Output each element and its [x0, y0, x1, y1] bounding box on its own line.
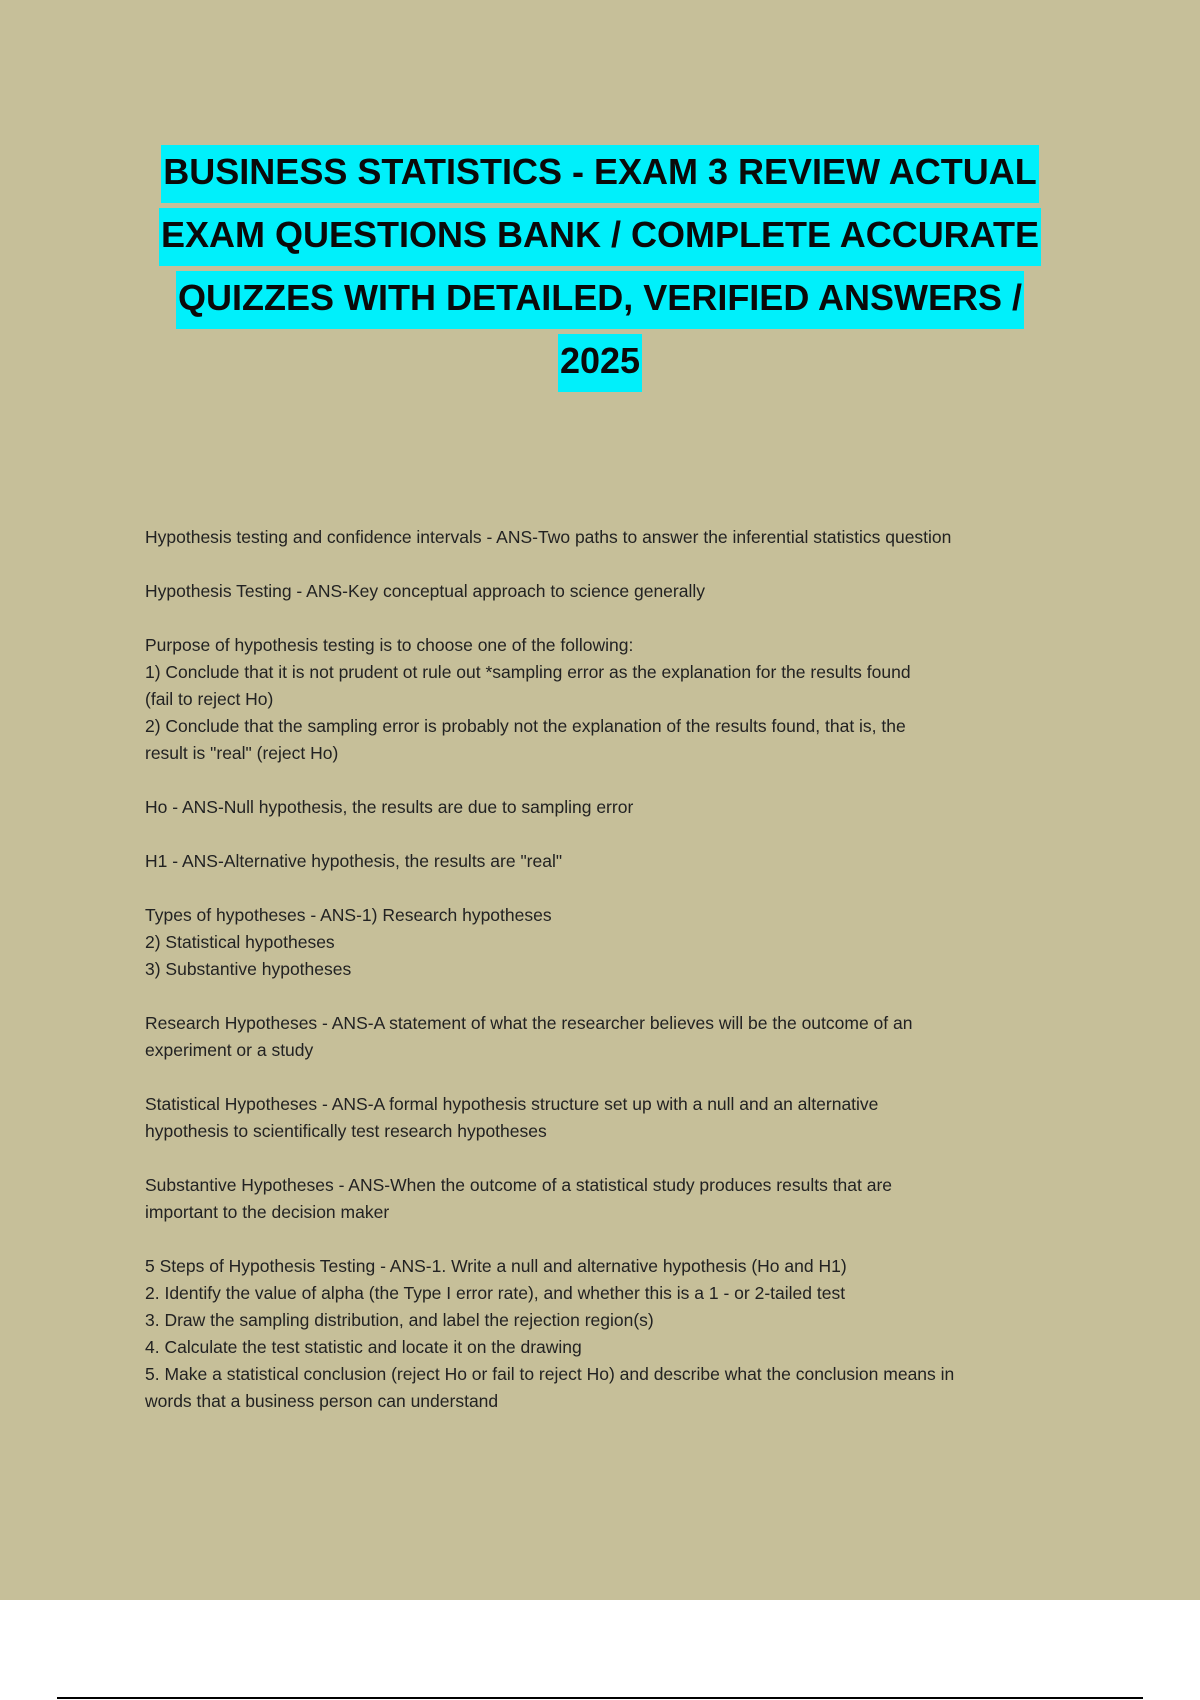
title-line: EXAM QUESTIONS BANK / COMPLETE ACCURATE	[159, 208, 1041, 266]
qa-line: 1) Conclude that it is not prudent ot rule out *sampling error as the explanation for the results found	[145, 662, 911, 682]
qa-line: hypothesis to scientifically test research hypotheses	[145, 1121, 547, 1141]
qa-entry	[145, 1172, 1095, 1226]
qa-line: Research Hypotheses - ANS-A statement of what the researcher believes will be the outcome of an	[145, 1013, 913, 1033]
qa-line: Ho - ANS-Null hypothesis, the results are due to sampling error	[145, 797, 634, 817]
title-line: BUSINESS STATISTICS - EXAM 3 REVIEW ACTUAL	[161, 145, 1038, 203]
qa-line: 2. Identify the value of alpha (the Type I error rate), and whether this is a 1 - or 2-tailed test	[145, 1283, 846, 1303]
qa-entry	[145, 794, 1095, 821]
qa-line: 2) Conclude that the sampling error is probably not the explanation of the results found, that is, the	[145, 716, 906, 736]
qa-line: (fail to reject Ho)	[145, 689, 274, 709]
qa-entry	[145, 902, 1095, 983]
qa-line: Substantive Hypotheses - ANS-When the outcome of a statistical study produces results that are	[145, 1175, 893, 1195]
qa-entry	[145, 1091, 1095, 1145]
qa-line: 4. Calculate the test statistic and locate it on the drawing	[145, 1337, 582, 1357]
qa-entry	[145, 632, 1095, 767]
qa-line: Hypothesis Testing - ANS-Key conceptual approach to science generally	[145, 581, 705, 601]
qa-line: 2) Statistical hypotheses	[145, 932, 335, 952]
title-line: QUIZZES WITH DETAILED, VERIFIED ANSWERS /	[176, 271, 1024, 329]
qa-line: 3) Substantive hypotheses	[145, 959, 352, 979]
qa-line: Statistical Hypotheses - ANS-A formal hypothesis structure set up with a null and an alternative	[145, 1094, 879, 1114]
qa-entry	[145, 1010, 1095, 1064]
qa-line: Hypothesis testing and confidence intervals - ANS-Two paths to answer the inferential statistics question	[145, 527, 952, 547]
qa-line: Types of hypotheses - ANS-1) Research hypotheses	[145, 905, 552, 925]
qa-line: H1 - ANS-Alternative hypothesis, the results are "real"	[145, 851, 563, 871]
qa-line: words that a business person can understand	[145, 1391, 499, 1411]
qa-line: important to the decision maker	[145, 1202, 390, 1222]
qa-entry	[145, 1253, 1095, 1415]
qa-entry	[145, 848, 1095, 875]
qa-entry	[145, 578, 1095, 605]
qa-line: 5. Make a statistical conclusion (reject Ho or fail to reject Ho) and describe what the conclusion means in	[145, 1364, 955, 1384]
qa-entry	[145, 524, 1095, 551]
qa-list	[145, 524, 1095, 1442]
document-title	[0, 145, 1200, 397]
qa-line: result is "real" (reject Ho)	[145, 743, 339, 763]
title-line: 2025	[558, 334, 642, 392]
qa-line: Purpose of hypothesis testing is to choose one of the following:	[145, 635, 634, 655]
qa-line: experiment or a study	[145, 1040, 314, 1060]
qa-line: 3. Draw the sampling distribution, and label the rejection region(s)	[145, 1310, 654, 1330]
footer-divider	[57, 1697, 1143, 1699]
qa-line: 5 Steps of Hypothesis Testing - ANS-1. Write a null and alternative hypothesis (Ho and H1)	[145, 1256, 847, 1276]
